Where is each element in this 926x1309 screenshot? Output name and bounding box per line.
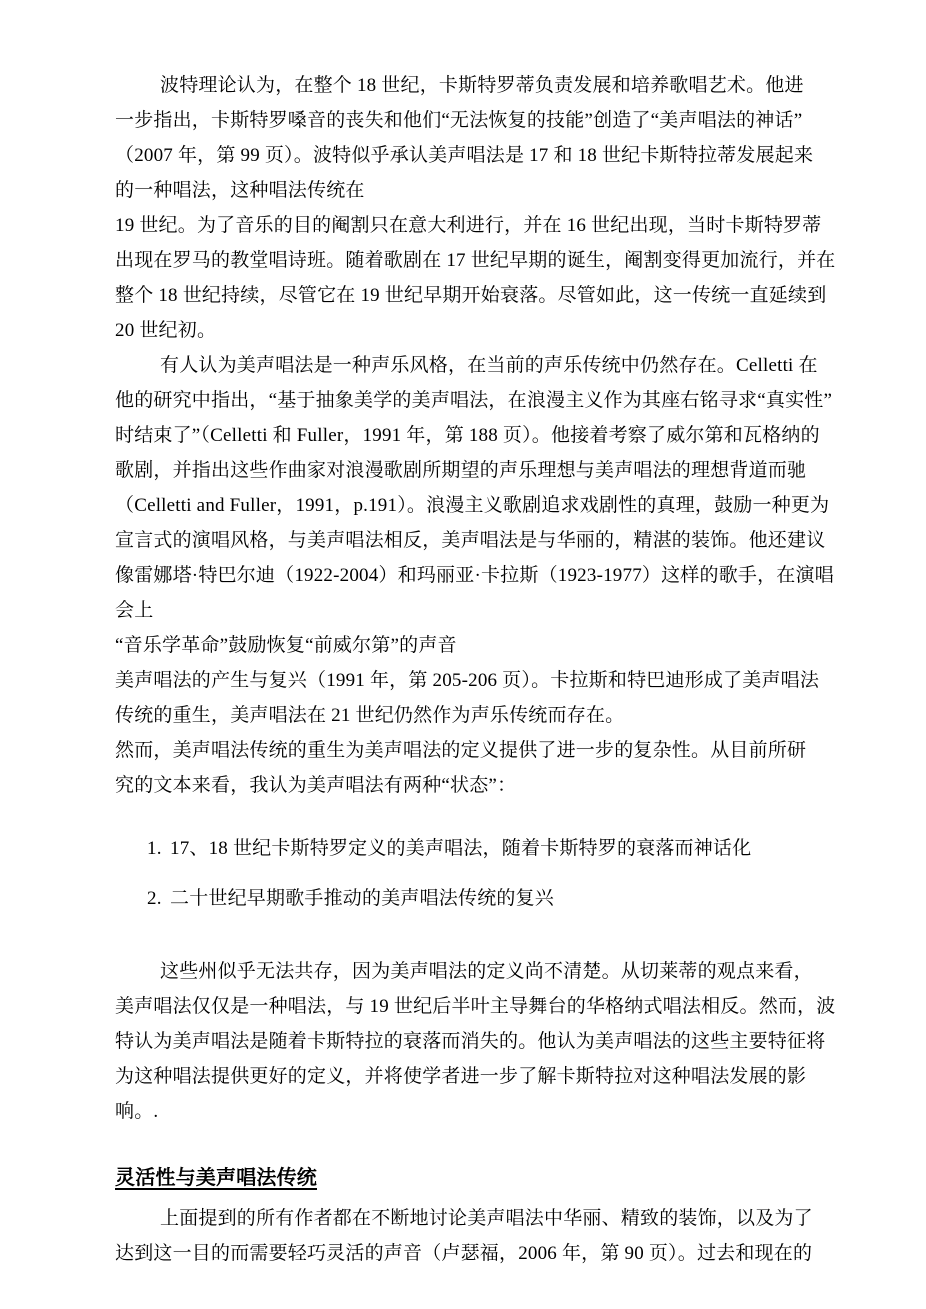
text-line: 有人认为美声唱法是一种声乐风格，在当前的声乐传统中仍然存在。Celletti 在 [160,355,818,376]
text-line: 歌剧，并指出这些作曲家对浪漫歌剧所期望的声乐理想与美声唱法的理想背道而驰 [115,460,807,481]
text-line: 传统的重生，美声唱法在 21 世纪仍然作为声乐传统而存在。 [115,705,625,726]
text-line: 出现在罗马的教堂唱诗班。随着歌剧在 17 世纪早期的诞生，阉割变得更加流行，并在 [115,250,836,271]
document-content [115,68,836,1271]
text-line: 为这种唱法提供更好的定义，并将使学者进一步了解卡斯特拉对这种唱法发展的影 [115,1066,807,1087]
text-line: 像雷娜塔·特巴尔迪（1922-2004）和玛丽亚·卡拉斯（1923-1977）这样的歌手，在演唱 [115,565,834,586]
text-line: （Celletti and Fuller，1991，p.191）。浪漫主义歌剧追求戏剧性的真理，鼓励一种更为 [115,495,830,516]
list-marker: 1. [147,838,162,859]
text-line: 波特理论认为，在整个 18 世纪，卡斯特罗蒂负责发展和培养歌唱艺术。他进 [160,75,804,96]
section-heading: 灵活性与美声唱法传统 [115,1167,317,1189]
text-line: 会上 [115,600,154,621]
text-line: 然而，美声唱法传统的重生为美声唱法的定义提供了进一步的复杂性。从目前所研 [115,740,807,761]
list-marker: 2. [147,888,162,909]
text-line: 19 世纪。为了音乐的目的阉割只在意大利进行，并在 16 世纪出现，当时卡斯特罗蒂 [115,215,822,236]
text-line: 一步指出，卡斯特罗嗓音的丧失和他们“无法恢复的技能”创造了“美声唱法的神话” [115,110,803,131]
text-line: 上面提到的所有作者都在不断地讨论美声唱法中华丽、精致的装饰，以及为了 [160,1208,813,1229]
text-line: 美声唱法的产生与复兴（1991 年，第 205-206 页）。卡拉斯和特巴迪形成了美声唱法 [115,670,820,691]
list-item [115,831,815,866]
text-line: 这些州似乎无法共存，因为美声唱法的定义尚不清楚。从切莱蒂的观点来看， [160,961,813,982]
text-line: （2007 年，第 99 页）。波特似乎承认美声唱法是 17 和 18 世纪卡斯特拉蒂发展起来 [115,145,814,166]
text-line: 20 世纪初。 [115,320,217,341]
text-line: 宣言式的演唱风格，与美声唱法相反，美声唱法是与华丽的，精湛的装饰。他还建议 [115,530,826,551]
text-line: 达到这一目的而需要轻巧灵活的声音（卢瑟福，2006 年，第 90 页）。过去和现在的 [115,1243,813,1264]
text-line: 的一种唱法，这种唱法传统在 [115,180,365,201]
text-line: 时结束了”（Celletti 和 Fuller，1991 年，第 188 页）。他接着考察了威尔第和瓦格纳的 [115,425,820,446]
list-item-text: 二十世纪早期歌手推动的美声唱法传统的复兴 [170,888,555,909]
text-line: 响。. [115,1101,159,1122]
text-line: 他的研究中指出，“基于抽象美学的美声唱法，在浪漫主义作为其座右铭寻求“真实性” [115,390,833,411]
text-line: “音乐学革命”鼓励恢复“前威尔第”的声音 [115,635,457,656]
text-line: 整个 18 世纪持续，尽管它在 19 世纪早期开始衰落。尽管如此，这一传统一直延续到 [115,285,827,306]
list-item-text: 17、18 世纪卡斯特罗定义的美声唱法，随着卡斯特罗的衰落而神话化 [170,838,752,859]
text-line: 究的文本来看，我认为美声唱法有两种“状态”： [115,775,517,796]
list-item [115,881,815,916]
text-line: 特认为美声唱法是随着卡斯特拉的衰落而消失的。他认为美声唱法的这些主要特征将 [115,1031,826,1052]
text-line: 美声唱法仅仅是一种唱法，与 19 世纪后半叶主导舞台的华格纳式唱法相反。然而，波 [115,996,836,1017]
